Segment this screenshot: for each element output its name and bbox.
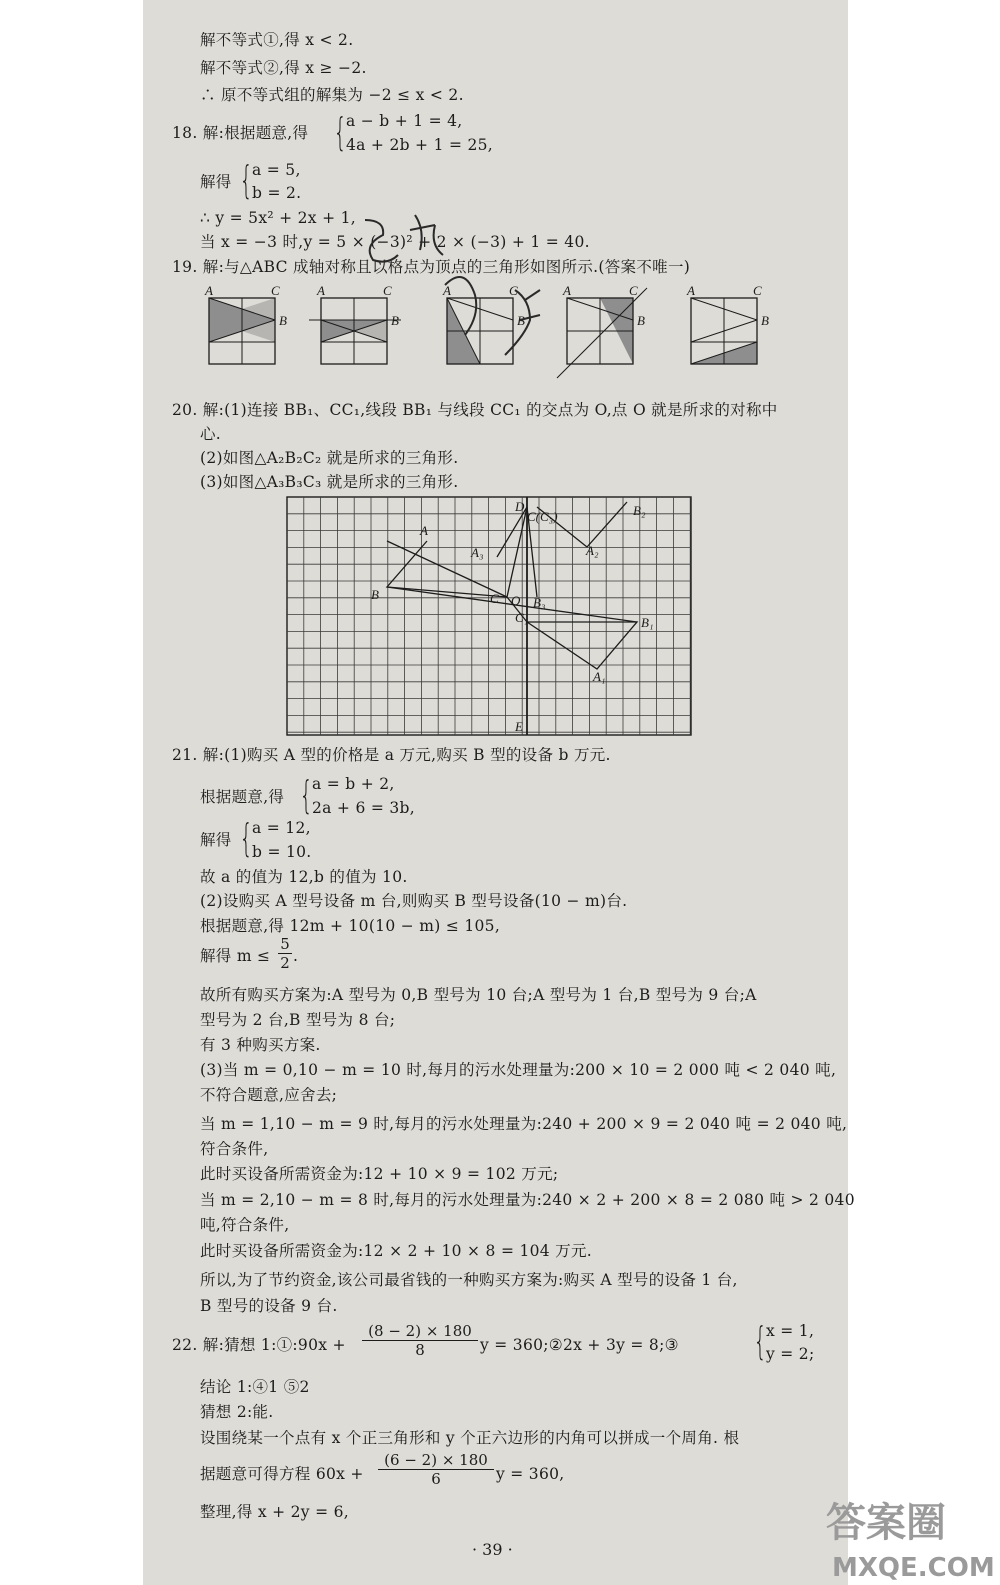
question-19-heading: 19. 解:与△ABC 成轴对称且以格点为顶点的三角形如图所示.(答案不唯一) [172,258,691,276]
fraction [378,1451,494,1488]
text-line: 解不等式①,得 x < 2. [200,31,354,49]
text-line: (2)设购买 A 型号设备 m 台,则购买 B 型号设备(10 − m)台. [200,892,628,910]
grid-figure-3 [442,283,525,364]
label-a: A [420,523,428,538]
text-line: 解得 [200,173,232,191]
text-line: 当 m = 2,10 − m = 8 时,每月的污水处理量为:240 × 2 + 200 × 8 = 2 080 吨 > 2 040 [200,1191,855,1209]
text-line: 解不等式②,得 x ≥ −2. [200,59,367,77]
text-line: 符合条件, [200,1140,269,1158]
text-line: 此时买设备所需资金为:12 × 2 + 10 × 8 = 104 万元. [200,1242,592,1260]
question-18-heading: 18. 解:根据题意,得 [172,124,309,142]
svg-text:B: B [637,313,645,328]
question-20-heading: 20. 解:(1)连接 BB₁、CC₁,线段 BB₁ 与线段 CC₁ 的交点为 O,点 O 就是所求的对称中 [172,401,778,419]
text-line: . [293,947,299,965]
text-line: (3)当 m = 0,10 − m = 10 时,每月的污水处理量为:200 × 10 = 2 000 吨 < 2 040 吨, [200,1061,837,1079]
svg-text:A: A [687,283,695,298]
text-line: ∴ y = 5x² + 2x + 1, [200,209,356,227]
question-21-heading: 21. 解:(1)购买 A 型的价格是 a 万元,购买 B 型的设备 b 万元. [172,746,611,764]
label-c-c3: C(C₃) [527,509,558,524]
brace: { [239,158,253,202]
text-line: 整理,得 x + 2y = 6, [200,1503,349,1521]
page-number: · 39 · [472,1540,513,1559]
brace: { [239,816,253,860]
text-line: 猜想 2:能. [200,1403,274,1421]
svg-text:B: B [391,313,399,328]
grid-figure-1 [204,283,287,364]
label-b: B [279,313,287,328]
equation: a = b + 2, [312,775,395,793]
text-line: 根据题意,得 12m + 10(10 − m) ≤ 105, [200,917,501,935]
text-line: 故所有购买方案为:A 型号为 0,B 型号为 10 台;A 型号为 1 台,B 型号为 9 台;A [200,986,757,1004]
triangle-a1b1c1 [527,622,637,669]
numerator: 5 [280,935,290,953]
equation: 4a + 2b + 1 = 25, [346,136,494,154]
numerator: (6 − 2) × 180 [384,1451,488,1469]
question-22-heading: 22. 解:猜想 1:①:90x + [172,1336,346,1354]
text-line: 当 m = 1,10 − m = 9 时,每月的污水处理量为:240 + 200 × 9 = 2 040 吨 = 2 040 吨, [200,1115,848,1133]
watermark-url: MXQE.COM [832,1553,995,1583]
watermark-logo-text: 答案圈 [826,1500,946,1546]
text-line: 所以,为了节约资金,该公司最省钱的一种购买方案为:购买 A 型号的设备 1 台, [200,1271,738,1289]
text-line: 故 a 的值为 12,b 的值为 10. [200,868,408,886]
denominator: 6 [378,1469,494,1488]
equation: y = 2; [766,1345,815,1363]
svg-text:A: A [563,283,571,298]
watermark-logo [818,1488,998,1583]
label-d: D [515,499,525,514]
fraction [362,1322,478,1359]
svg-text:A: A [443,283,451,298]
label-e: E [515,719,523,734]
grid-figure-2 [309,283,401,364]
grid-figure-4 [557,283,647,378]
figure-19 [195,285,795,385]
grid-figure-5 [686,283,769,364]
text-line: 不符合题意,应舍去; [200,1086,338,1104]
denominator: 8 [362,1340,478,1359]
text-line: 解得 [200,831,232,849]
text-line: y = 360;②2x + 3y = 8;③ [480,1336,679,1354]
text-line: ∴ 原不等式组的解集为 −2 ≤ x < 2. [200,86,464,104]
brace: { [753,1319,767,1363]
svg-text:C: C [509,283,518,298]
figure-20 [287,497,691,737]
text-line: (3)如图△A₃B₃C₃ 就是所求的三角形. [200,473,459,491]
brace: { [333,110,347,154]
text-line: 吨,符合条件, [200,1216,290,1234]
numerator: (8 − 2) × 180 [368,1322,472,1340]
equation: a = 12, [252,819,311,837]
text-line: 有 3 种购买方案. [200,1036,321,1054]
grid [287,497,691,735]
label-c: C [271,283,280,298]
label-b2: B₂ [633,503,646,518]
text-line: 根据题意,得 [200,788,285,806]
brace: { [299,773,313,817]
label-c: C [490,591,499,606]
svg-text:A: A [317,283,325,298]
fraction [278,935,292,972]
label-a2: A₂ [586,543,599,558]
svg-text:B: B [517,313,525,328]
text-line: 此时买设备所需资金为:12 + 10 × 9 = 102 万元; [200,1165,559,1183]
text-line: 据题意可得方程 60x + [200,1465,364,1483]
equation: a − b + 1 = 4, [346,112,463,130]
equation: b = 2. [252,184,302,202]
label-a1: A₁ [593,669,606,684]
svg-text:C: C [629,283,638,298]
svg-text:C: C [753,283,762,298]
text-line: 结论 1:④1 ⑤2 [200,1378,310,1396]
label-a: A [205,283,213,298]
denominator: 2 [278,953,292,972]
equation: 2a + 6 = 3b, [312,799,415,817]
text-line: B 型号的设备 9 台. [200,1297,338,1315]
equation: b = 10. [252,843,312,861]
text-line: 设围绕某一个点有 x 个正三角形和 y 个正六边形的内角可以拼成一个周角. 根 [200,1429,740,1447]
svg-text:C: C [383,283,392,298]
text-line: 型号为 2 台,B 型号为 8 台; [200,1011,396,1029]
equation: a = 5, [252,161,301,179]
text-line: 解得 m ≤ [200,947,271,965]
label-b3: B₃ [533,595,546,610]
text-line: 心. [200,425,222,443]
equation: x = 1, [766,1322,815,1340]
text-line: y = 360, [496,1465,565,1483]
label-b1: B₁ [641,615,654,630]
svg-text:B: B [761,313,769,328]
label-b: B [371,587,379,602]
label-o: O [511,593,521,608]
label-a3: A₃ [471,545,484,560]
text-line: 当 x = −3 时,y = 5 × (−3)² + 2 × (−3) + 1 = 40. [200,233,590,251]
text-line: (2)如图△A₂B₂C₂ 就是所求的三角形. [200,449,459,467]
label-c1: C₁ [515,610,529,625]
